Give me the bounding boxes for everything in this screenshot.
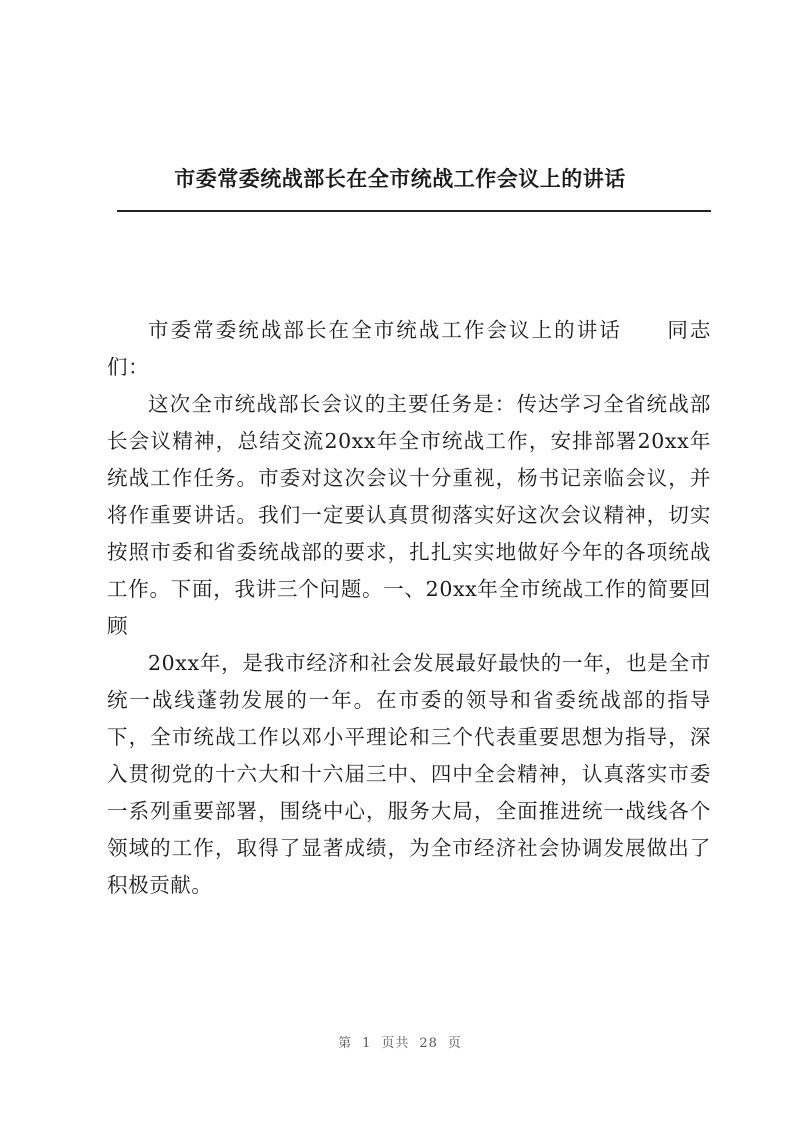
page-footer [0,1032,800,1051]
footer-suffix: 页 [447,1036,462,1051]
footer-current-page: 1 [362,1036,372,1051]
title-underline [117,210,711,212]
document-body [107,312,711,904]
paragraph-1-tail: 同志们： [107,318,711,379]
paragraph-1-lead: 市委常委统战部长在全市统战工作会议上的讲话 [148,318,622,342]
footer-total-pages: 28 [419,1036,438,1051]
document-title: 市委常委统战部长在全市统战工作会议上的讲话 [174,167,626,191]
paragraph-2: 这次全市统战部长会议的主要任务是：传达学习全省统战部长会议精神，总结交流20xx年全市统战工作，安排部署20xx年统战工作任务。市委对这次会议十分重视，杨书记亲临会议，并将作重要讲话。我们一定要认真贯彻落实好这次会议精神，切实按照市委和省委统战部的要求，扎扎实实地做好今年的各项统战工作。下面，我讲三个问题。一、20xx年全市统战工作的简要回顾 [107,392,711,638]
footer-prefix: 第 [338,1036,353,1051]
paragraph-3: 20xx年，是我市经济和社会发展最好最快的一年，也是全市统一战线蓬勃发展的一年。在市委的领导和省委统战部的指导下，全市统战工作以邓小平理论和三个代表重要思想为指导，深入贯彻党的十六大和十六届三中、四中全会精神，认真落实市委一系列重要部署，围绕中心，服务大局，全面推进统一战线各个领域的工作，取得了显著成绩，为全市经济社会协调发展做出了积极贡献。 [107,651,711,897]
footer-middle: 页共 [381,1036,410,1051]
paragraph-1 [107,312,711,386]
